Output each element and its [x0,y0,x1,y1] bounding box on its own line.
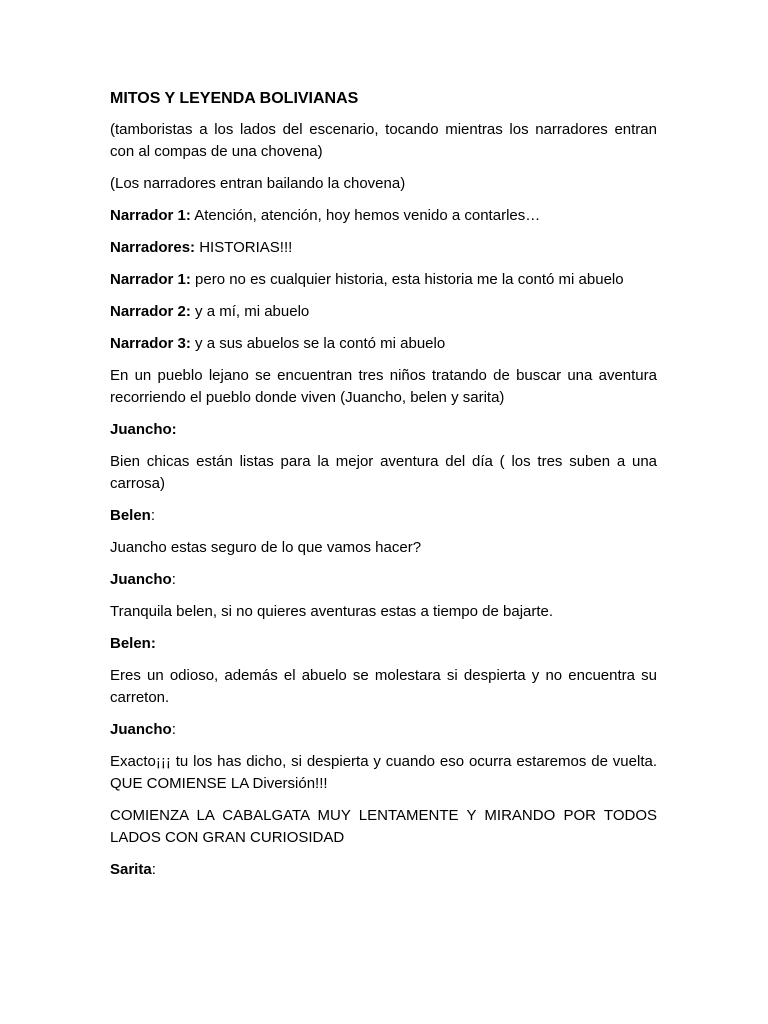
paragraph-text: HISTORIAS!!! [195,239,293,256]
paragraph [110,665,657,709]
paragraph [110,419,657,441]
paragraph [110,569,657,591]
paragraph-text: Tranquila belen, si no quieres aventuras estas a tiempo de bajarte. [110,603,554,620]
paragraph [110,173,657,195]
speaker-label: Belen: [110,635,156,652]
document-page [110,88,657,891]
paragraph-text: Atención, atención, hoy hemos venido a contarles… [190,207,541,224]
paragraph [110,805,657,849]
speaker-label: Narradores: [110,239,196,256]
paragraph-text: Exacto¡¡¡ tu los has dicho, si despierta y cuando eso ocurra estaremos de vuelta. QUE COMIENSE LA Diversión!!! [110,753,657,792]
speaker-label: Narrador 1: [110,207,191,224]
paragraph [110,751,657,795]
paragraph-text: y a sus abuelos se la contó mi abuelo [190,335,446,352]
paragraph-text: En un pueblo lejano se encuentran tres niños tratando de buscar una aventura recorriendo el pueblo donde viven (Juancho, belen y sarita) [110,367,657,406]
paragraph-text: : [171,571,176,588]
paragraph-text: COMIENZA LA CABALGATA MUY LENTAMENTE Y MIRANDO POR TODOS LADOS CON GRAN CURIOSIDAD [110,807,657,846]
paragraph [110,365,657,409]
speaker-label: Juancho: [110,421,177,438]
paragraph [110,451,657,495]
paragraph-text: : [171,721,176,738]
speaker-label: Narrador 3: [110,335,191,352]
paragraph [110,601,657,623]
paragraph [110,859,657,881]
paragraph [110,301,657,323]
document-title: MITOS Y LEYENDA BOLIVIANAS [110,90,359,107]
speaker-label: Narrador 2: [110,303,191,320]
paragraph [110,237,657,259]
speaker-label: Juancho [110,721,172,738]
paragraph-text: : [151,861,156,878]
paragraph-text: : [150,507,156,524]
paragraph [110,537,657,559]
speaker-label: Belen [110,507,151,524]
speaker-label: Sarita [110,861,152,878]
paragraph-text: (Los narradores entran bailando la chovena) [110,175,406,192]
paragraph [110,119,657,163]
paragraph-text: Eres un odioso, además el abuelo se molestara si despierta y no encuentra su carreton. [110,667,657,706]
paragraph-text: pero no es cualquier historia, esta historia me la contó mi abuelo [190,271,624,288]
paragraph-text: (tamboristas a los lados del escenario, tocando mientras los narradores entran con al compas de una chovena) [110,121,657,160]
speaker-label: Juancho [110,571,172,588]
speaker-label: Narrador 1: [110,271,191,288]
paragraph [110,269,657,291]
paragraph [110,633,657,655]
paragraph [110,505,657,527]
paragraph-text: y a mí, mi abuelo [190,303,310,320]
paragraph [110,333,657,355]
paragraph [110,205,657,227]
paragraph-text: Juancho estas seguro de lo que vamos hacer? [110,539,422,556]
paragraph [110,719,657,741]
paragraph-text: Bien chicas están listas para la mejor aventura del día ( los tres suben a una carrosa) [110,453,657,492]
